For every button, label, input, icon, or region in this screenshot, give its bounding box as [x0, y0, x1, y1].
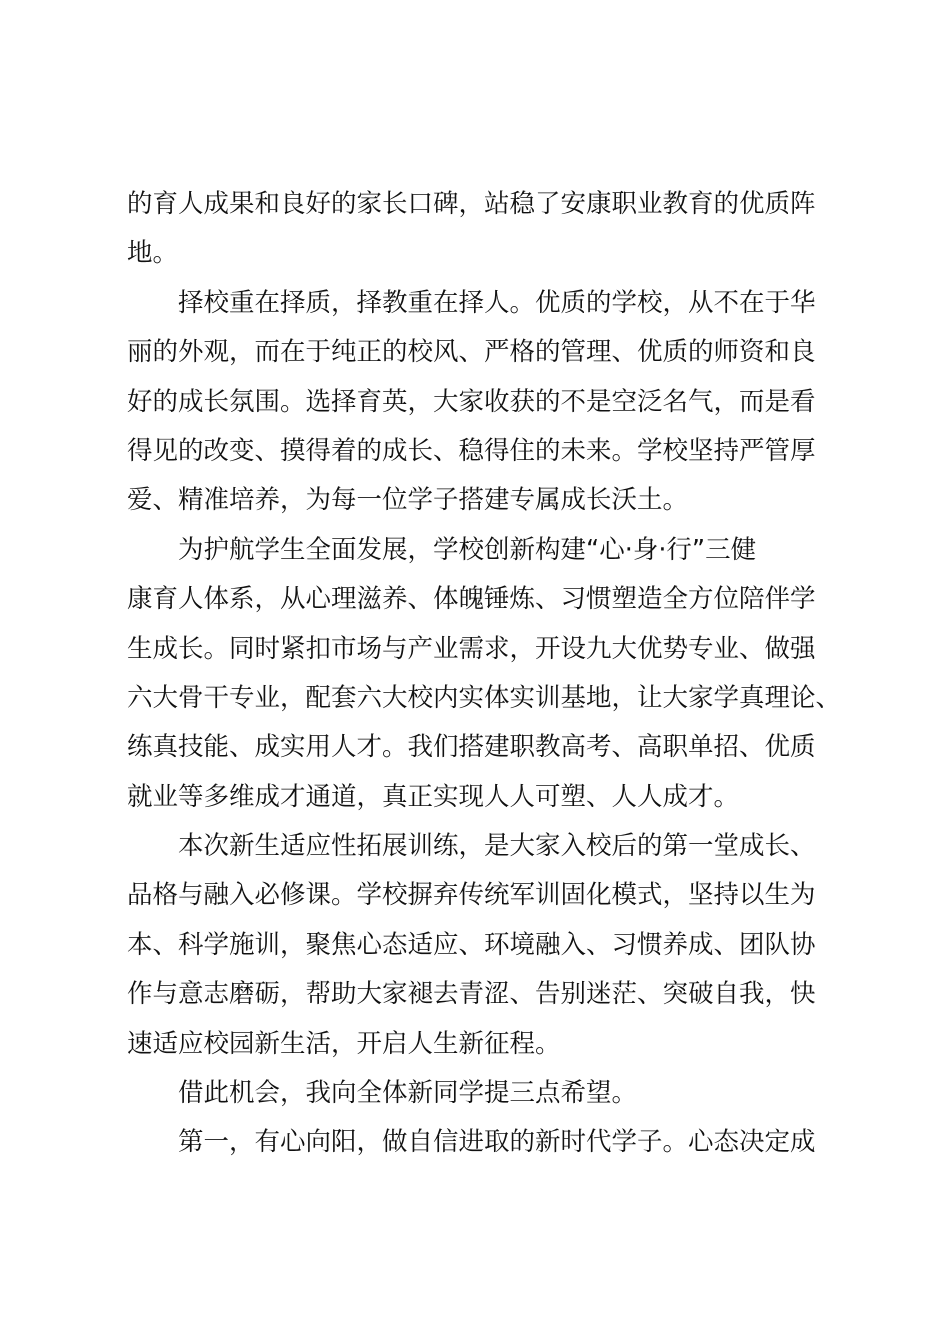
- text-line: 品格与融入必修课。学校摒弃传统军训固化模式，坚持以生为: [127, 880, 816, 911]
- paragraph-4: [127, 822, 832, 1069]
- text-line: 六大骨干专业，配套六大校内实体实训基地，让大家学真理论、: [127, 682, 842, 713]
- text-line: 择校重在择质，择教重在择人。优质的学校，从不在于华: [178, 287, 816, 318]
- text-line: 的育人成果和良好的家长口碑，站稳了安康职业教育的优质阵: [127, 189, 816, 219]
- paragraph-6: [127, 1118, 832, 1167]
- text-line: 好的成长氛围。选择育英，大家收获的不是空泛名气，而是看: [127, 386, 816, 417]
- paragraph-2: [127, 279, 832, 526]
- document-body: [127, 180, 842, 1168]
- text-line: 借此机会，我向全体新同学提三点希望。: [178, 1078, 638, 1109]
- text-line: 丽的外观，而在于纯正的校风、严格的管理、优质的师资和良: [127, 337, 816, 368]
- text-line: 就业等多维成才通道，真正实现人人可塑、人人成才。: [127, 781, 740, 812]
- paragraph-3: [127, 526, 842, 822]
- text-line: 爱、精准培养，为每一位学子搭建专属成长沃土。: [127, 485, 689, 516]
- text-line: 得见的改变、摸得着的成长、稳得住的未来。学校坚持严管厚: [127, 435, 816, 466]
- paragraph-5: [127, 1069, 832, 1118]
- text-line: 为护航学生全面发展，学校创新构建“心·身·行”三健: [178, 534, 757, 565]
- text-line: 练真技能、成实用人才。我们搭建职教高考、高职单招、优质: [127, 732, 816, 763]
- text-line: 作与意志磨砺，帮助大家褪去青涩、告别迷茫、突破自我，快: [127, 979, 816, 1010]
- text-line: 地。: [127, 238, 179, 269]
- paragraph-1: [127, 180, 832, 279]
- text-line: 第一，有心向阳，做自信进取的新时代学子。心态决定成: [178, 1127, 816, 1158]
- text-line: 康育人体系，从心理滋养、体魄锤炼、习惯塑造全方位陪伴学: [127, 584, 816, 615]
- text-line: 本次新生适应性拓展训练，是大家入校后的第一堂成长、: [178, 831, 816, 862]
- text-line: 速适应校园新生活，开启人生新征程。: [127, 1028, 561, 1059]
- text-line: 本、科学施训，聚焦心态适应、环境融入、习惯养成、团队协: [127, 929, 816, 960]
- text-line: 生成长。同时紧扣市场与产业需求，开设九大优势专业、做强: [127, 633, 816, 664]
